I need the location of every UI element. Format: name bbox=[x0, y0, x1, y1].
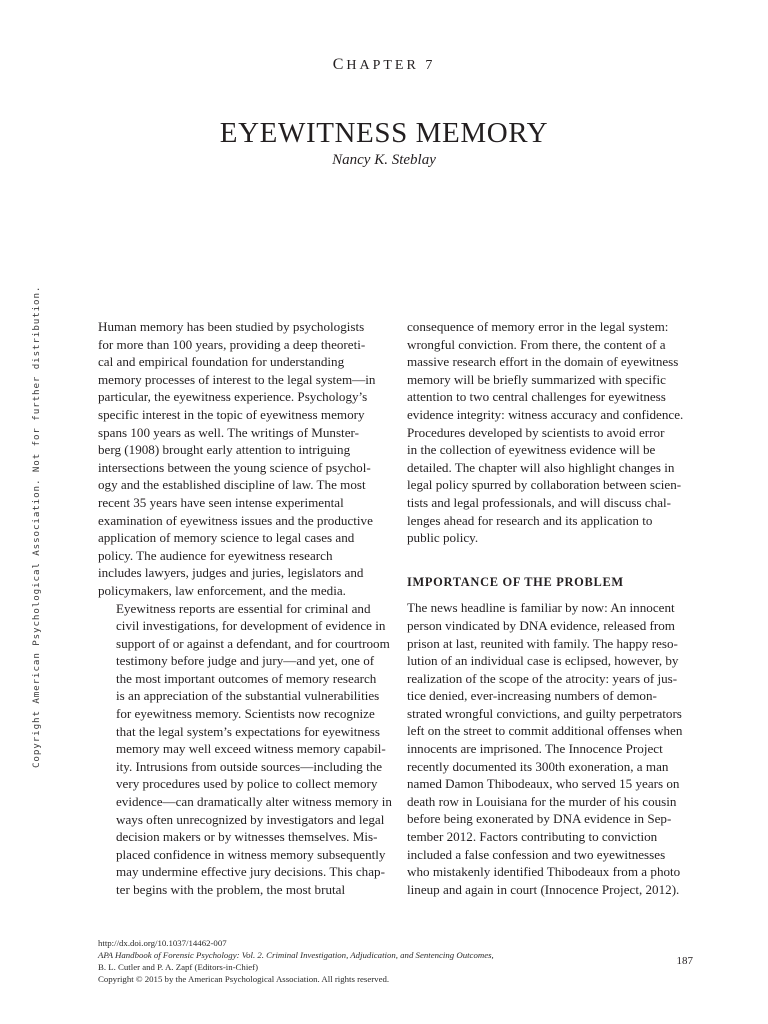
chapter-author: Nancy K. Steblay bbox=[332, 152, 436, 168]
text-line: massive research effort in the domain of eyewitness bbox=[407, 354, 679, 370]
text-line: tice denied, ever-increasing numbers of demon- bbox=[407, 688, 657, 704]
text-line: left on the street to commit additional offenses when bbox=[407, 723, 683, 739]
text-line: ogy and the established discipline of law. The most bbox=[98, 477, 366, 493]
text-line: The news headline is familiar by now: An innocent bbox=[407, 600, 675, 616]
text-line: spans 100 years as well. The writings of Munster- bbox=[98, 424, 359, 440]
text-line: cal and empirical foundation for understanding bbox=[98, 354, 345, 370]
text-line: attention to two central challenges for eyewitness bbox=[407, 389, 666, 405]
text-line: tember 2012. Factors contributing to conviction bbox=[407, 829, 658, 845]
text-line: recently documented its 300th exoneration, a man bbox=[407, 758, 669, 774]
doi-link[interactable]: http://dx.doi.org/10.1037/14462-007 bbox=[98, 938, 227, 948]
text-line: recent 35 years have seen intense experimental bbox=[98, 494, 344, 510]
text-line: very procedures used by police to collect memory bbox=[116, 776, 378, 792]
text-line: lution of an individual case is eclipsed, however, by bbox=[407, 653, 679, 669]
text-line: ity. Intrusions from outside sources—including the bbox=[116, 758, 383, 774]
text-line: lineup and again in court (Innocence Project, 2012). bbox=[407, 881, 680, 897]
text-line: who mistakenly identified Thibodeaux from a photo bbox=[407, 864, 681, 880]
text-line: may undermine effective jury decisions. This chap- bbox=[116, 864, 385, 880]
text-line: strated wrongful convictions, and guilty perpetrators bbox=[407, 705, 682, 721]
text-line: intersections between the young science of psychol- bbox=[98, 459, 371, 475]
text-line: for eyewitness memory. Scientists now recognize bbox=[116, 706, 375, 722]
chapter-label bbox=[0, 56, 768, 74]
text-line: Eyewitness reports are essential for criminal and bbox=[116, 600, 371, 616]
page-footer bbox=[98, 937, 558, 985]
text-line: death row in Louisiana for the murder of his cousin bbox=[407, 793, 677, 809]
text-line: policymakers, law enforcement, and the media. bbox=[98, 582, 346, 598]
text-line: named Damon Thibodeaux, who served 15 years on bbox=[407, 776, 680, 792]
text-line: includes lawyers, judges and juries, legislators and bbox=[98, 565, 364, 581]
text-line: before being exonerated by DNA evidence in Sep- bbox=[407, 811, 672, 827]
text-line: memory may well exceed witness memory capabil- bbox=[116, 741, 386, 757]
chapter-label-initial: C bbox=[332, 56, 347, 73]
text-line: testimony before judge and jury—and yet, one of bbox=[116, 653, 375, 669]
text-line: person vindicated by DNA evidence, released from bbox=[407, 617, 675, 633]
text-line: ways often unrecognized by investigators and legal bbox=[116, 811, 385, 827]
left-column bbox=[98, 318, 392, 899]
text-line: memory processes of interest to the legal system—in bbox=[98, 371, 376, 387]
chapter-label-rest: HAPTER bbox=[346, 58, 419, 73]
text-line: the most important outcomes of memory research bbox=[116, 670, 377, 686]
text-line: specific interest in the topic of eyewitness memory bbox=[98, 406, 365, 422]
right-column bbox=[407, 318, 689, 898]
right-paragraph-1 bbox=[407, 318, 689, 547]
text-line: particular, the eyewitness experience. Psychology’s bbox=[98, 389, 368, 405]
text-line: innocents are imprisoned. The Innocence Project bbox=[407, 741, 663, 757]
text-line: decision makers or by witnesses themselves. Mis- bbox=[116, 829, 378, 845]
text-line: placed confidence in witness memory subsequently bbox=[116, 846, 386, 862]
text-line: evidence integrity: witness accuracy and confidence. bbox=[407, 406, 684, 422]
section-heading: IMPORTANCE OF THE PROBLEM bbox=[407, 574, 624, 589]
text-line: ter begins with the problem, the most brutal bbox=[116, 882, 346, 897]
left-paragraph-1 bbox=[98, 318, 380, 600]
text-line: legal policy spurred by collaboration between scien- bbox=[407, 477, 682, 493]
text-line: berg (1908) brought early attention to intriguing bbox=[98, 442, 351, 458]
left-paragraph-2 bbox=[98, 600, 392, 899]
copyright-line: Copyright © 2015 by the American Psychological Association. All rights reserved. bbox=[98, 974, 390, 984]
text-line: in the collection of eyewitness evidence will be bbox=[407, 442, 656, 458]
text-line: support of or against a defendant, and for courtroom bbox=[116, 635, 390, 651]
right-paragraph-2 bbox=[407, 599, 689, 898]
side-copyright-notice: Copyright American Psychological Association. Not for further distribution. bbox=[31, 285, 42, 768]
text-line: evidence—can dramatically alter witness memory in bbox=[116, 794, 392, 810]
text-line: lenges ahead for research and its application to bbox=[407, 512, 653, 528]
text-line: examination of eyewitness issues and the productive bbox=[98, 512, 373, 528]
text-line: Human memory has been studied by psychologists bbox=[98, 319, 365, 334]
handbook-citation: APA Handbook of Forensic Psychology: Vol. 2. Criminal Investigation, Adjudication, and Sentencing Outcomes, bbox=[98, 950, 494, 960]
text-line: included a false confession and two eyewitnesses bbox=[407, 846, 666, 862]
text-line: consequence of memory error in the legal system: bbox=[407, 319, 669, 334]
chapter-title: EYEWITNESS MEMORY bbox=[219, 117, 549, 150]
editors-credit: B. L. Cutler and P. A. Zapf (Editors-in-Chief) bbox=[98, 962, 259, 972]
text-line: is an appreciation of the substantial vulnerabilities bbox=[116, 688, 380, 704]
text-line: realization of the scope of the atrocity: years of jus- bbox=[407, 670, 678, 686]
chapter-number: 7 bbox=[425, 58, 436, 73]
text-line: tists and legal professionals, and will discuss chal- bbox=[407, 494, 672, 510]
text-line: detailed. The chapter will also highlight changes in bbox=[407, 459, 675, 475]
text-line: that the legal system’s expectations for eyewitness bbox=[116, 723, 380, 739]
text-line: Procedures developed by scientists to avoid error bbox=[407, 424, 665, 440]
text-line: prison at last, reunited with family. The happy reso- bbox=[407, 635, 678, 651]
page-number: 187 bbox=[676, 955, 693, 967]
text-line: application of memory science to legal cases and bbox=[98, 530, 355, 546]
text-line: policy. The audience for eyewitness research bbox=[98, 547, 333, 563]
text-line: wrongful conviction. From there, the content of a bbox=[407, 336, 666, 352]
text-line: memory will be briefly summarized with specific bbox=[407, 371, 666, 387]
text-line: public policy. bbox=[407, 530, 479, 546]
text-line: civil investigations, for development of evidence in bbox=[116, 618, 386, 634]
text-line: for more than 100 years, providing a deep theoreti- bbox=[98, 336, 366, 352]
